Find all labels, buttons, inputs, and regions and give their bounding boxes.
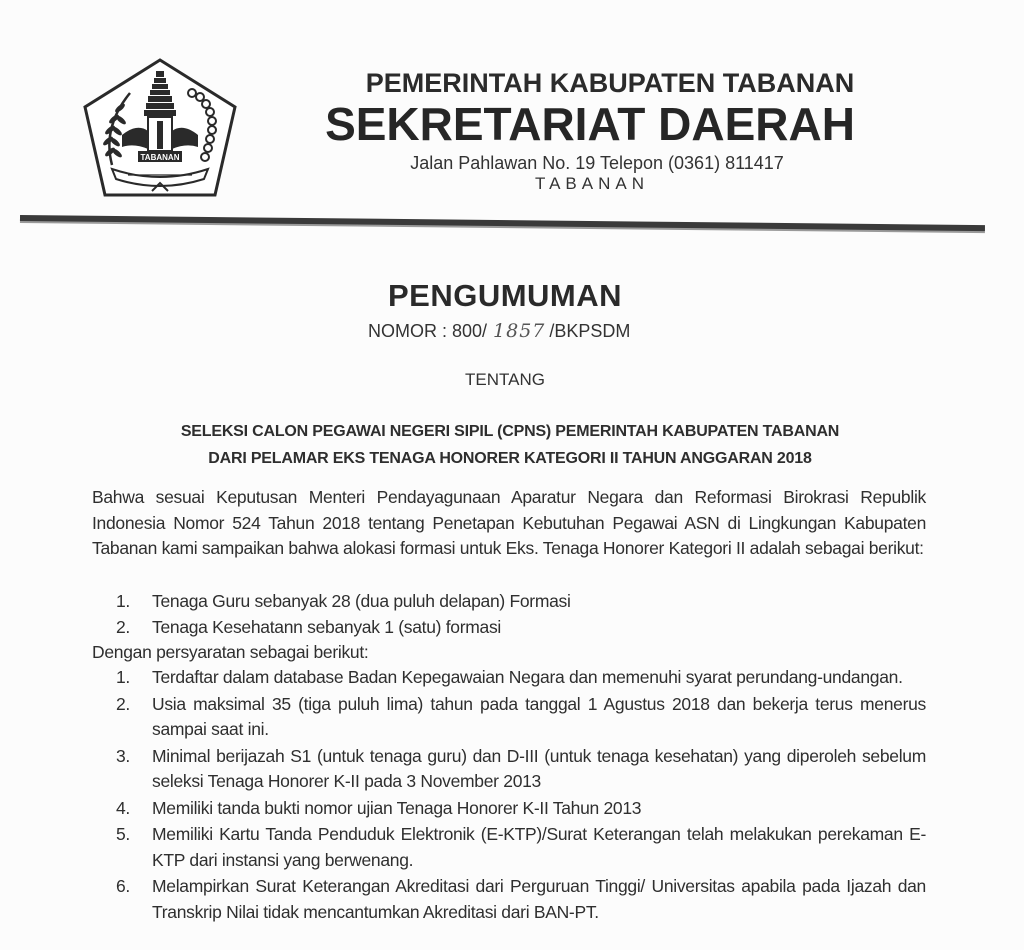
subject-line-2: DARI PELAMAR EKS TENAGA HONORER KATEGORI II TAHUN ANGGARAN 2018 <box>208 450 812 467</box>
announcement-title: PENGUMUMAN <box>387 278 623 313</box>
list-item <box>92 822 926 873</box>
list-text: Tenaga Kesehatann sebanyak 1 (satu) formasi <box>152 616 501 637</box>
office-city: TABANAN <box>534 174 650 193</box>
list-item <box>92 589 926 615</box>
list-item <box>92 692 926 743</box>
list-text: Terdaftar dalam database Badan Kepegawaian Negara dan memenuhi syarat perundang-undangan. <box>152 667 903 687</box>
requirements-list <box>92 665 926 926</box>
list-text: Memiliki tanda bukti nomor ujian Tenaga Honorer K-II Tahun 2013 <box>152 797 642 818</box>
svg-text:TABANAN: TABANAN <box>140 153 180 162</box>
list-text: Usia maksimal 35 (tiga puluh lima) tahun pada tanggal 1 Agustus 2018 dan bekerja terus menerus sampai saat ini. <box>152 693 926 739</box>
formation-list <box>92 589 926 640</box>
list-number: 2. <box>116 693 130 714</box>
list-item <box>92 874 926 925</box>
announcement-subject <box>90 418 930 472</box>
list-number: 4. <box>116 797 130 818</box>
list-item <box>92 744 926 795</box>
list-number: 3. <box>116 745 130 766</box>
intro-paragraph: Bahwa sesuai Keputusan Menteri Pendayagunaan Aparatur Negara dan Reformasi Birokrasi Republik Indonesia Nomor 524 Tahun 2018 tentang Penetapan Kebutuhan Pegawai ASN di Lingkungan Kabupaten Tabanan kami sampaikan bahwa alokasi formasi untuk Eks. Tenaga Honorer Kategori II adalah sebagai berikut: <box>92 487 926 558</box>
list-text: Memiliki Kartu Tanda Penduduk Elektronik (E-KTP)/Surat Keterangan telah melakukan perekaman E-KTP dari instansi yang berwenang. <box>152 824 926 870</box>
number-suffix: /BKPSDM <box>549 321 631 341</box>
list-number: 2. <box>116 616 130 637</box>
announcement-number <box>368 320 630 342</box>
office-name: SEKRETARIAT DAERAH <box>325 98 855 150</box>
list-text: Minimal berijazah S1 (untuk tenaga guru) dan D-III (untuk tenaga kesehatan) yang diperoleh sebelum seleksi Tenaga Honorer K-II pada 3 November 2013 <box>152 745 926 791</box>
list-number: 1. <box>116 667 130 687</box>
list-number: 6. <box>116 876 130 896</box>
list-text: Tenaga Guru sebanyak 28 (dua puluh delapan) Formasi <box>152 591 571 611</box>
list-text: Melampirkan Surat Keterangan Akreditasi dari Perguruan Tinggi/ Universitas apabila pada Ijazah dan Transkrip Nilai tidak mencantumkan Akreditasi dari BAN-PT. <box>152 876 926 922</box>
letterhead <box>325 68 870 194</box>
list-number: 1. <box>116 591 130 611</box>
regency-emblem <box>82 57 238 199</box>
requirements-label: Dengan persyaratan sebagai berikut: <box>92 642 369 662</box>
tabanan-emblem-icon <box>82 57 238 199</box>
list-item <box>92 665 926 691</box>
subject-line-1: SELEKSI CALON PEGAWAI NEGERI SIPIL (CPNS) PEMERINTAH KABUPATEN TABANAN <box>180 423 840 440</box>
office-address: Jalan Pahlawan No. 19 Telepon (0361) 811417 <box>410 153 784 173</box>
list-item <box>92 796 926 822</box>
number-handwritten: 1857 <box>493 320 546 342</box>
list-number: 5. <box>116 824 130 844</box>
letterhead-divider <box>20 215 985 231</box>
list-item <box>92 615 926 641</box>
about-label: TENTANG <box>465 370 545 389</box>
government-name: PEMERINTAH KABUPATEN TABANAN <box>365 68 855 98</box>
number-prefix: NOMOR : 800/ <box>368 321 488 341</box>
